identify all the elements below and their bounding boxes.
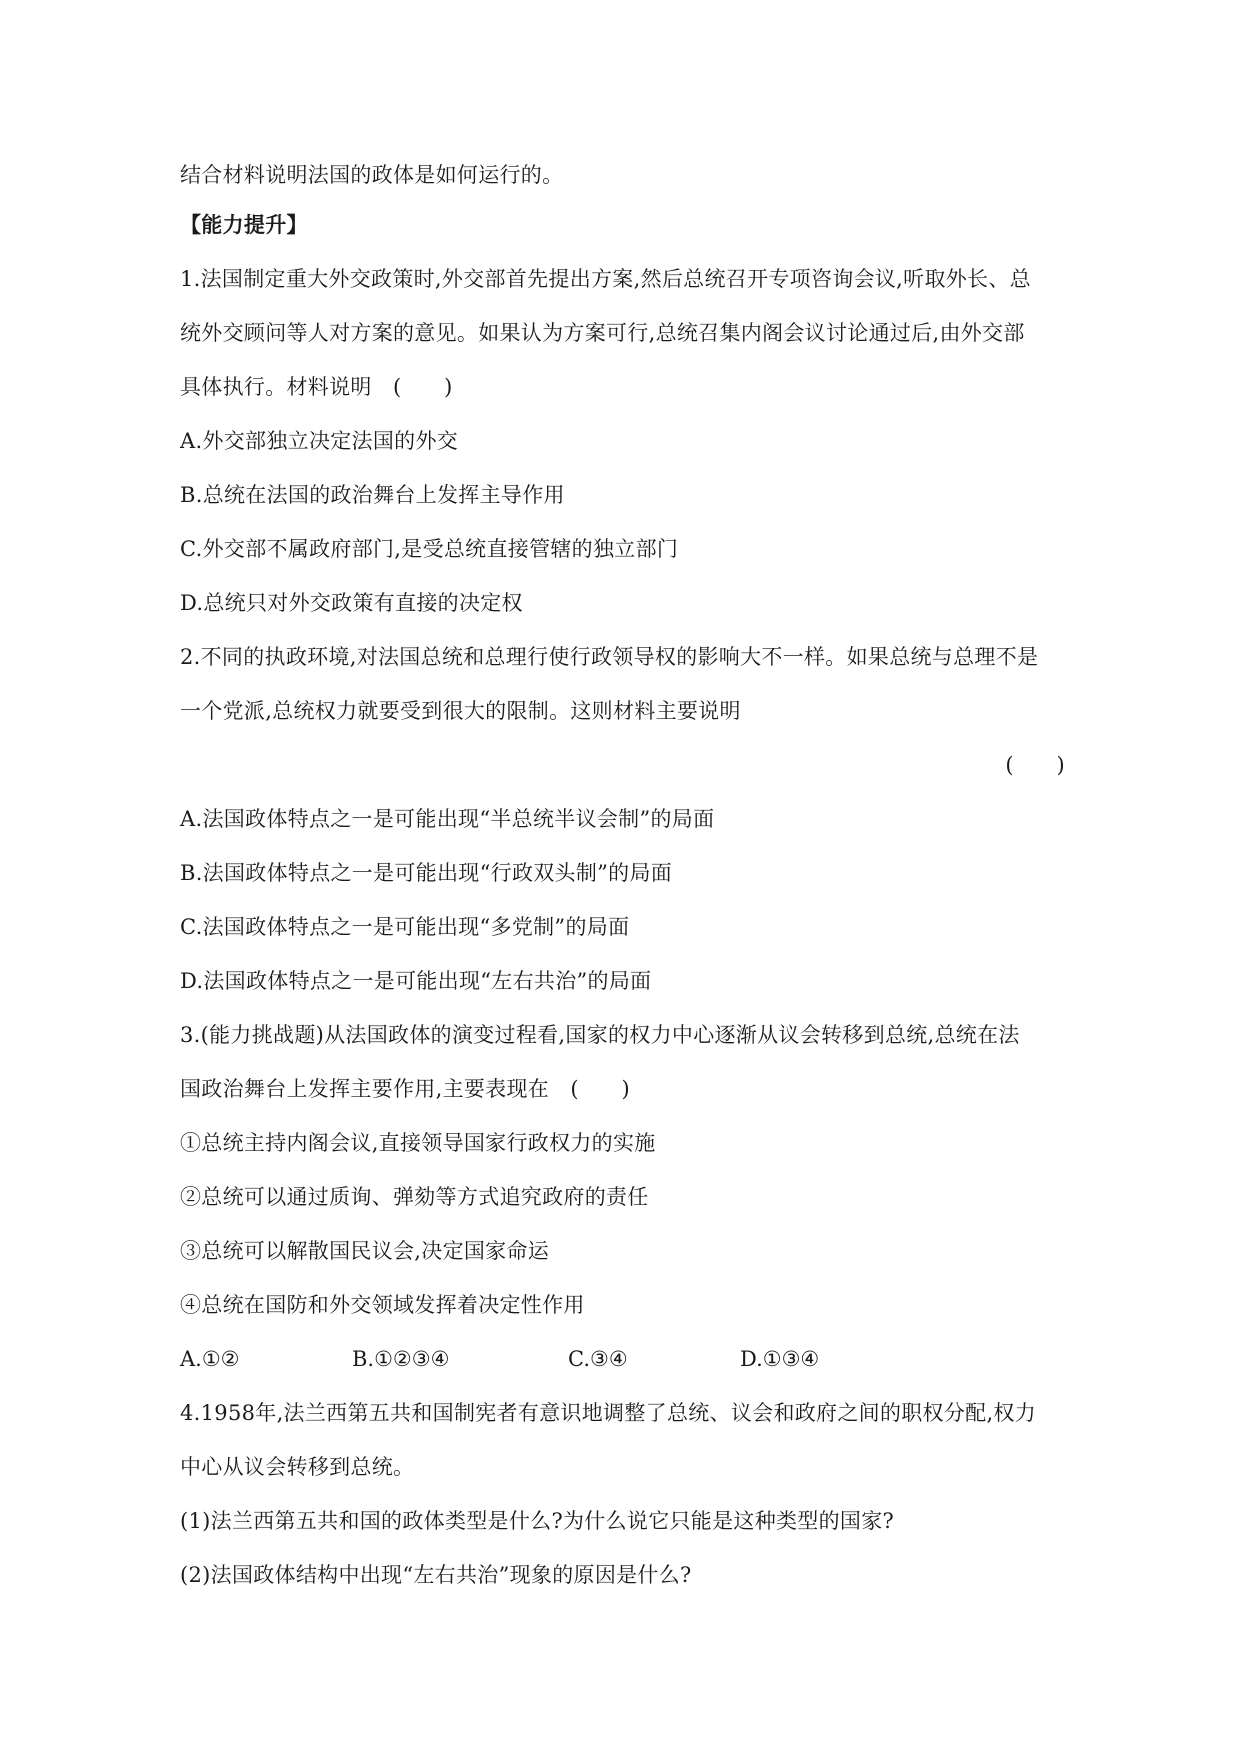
option-b: B.法国政体特点之一是可能出现“行政双头制”的局面 [180, 861, 673, 885]
question-stem-line: 4.1958年,法兰西第五共和国制宪者有意识地调整了总统、议会和政府之间的职权分配,权力 [180, 1401, 1037, 1425]
question-stem-line: 1.法国制定重大外交政策时,外交部首先提出方案,然后总统召开专项咨询会议,听取外长、总 [180, 267, 1031, 291]
sub-question-1: (1)法兰西第五共和国的政体类型是什么?为什么说它只能是这种类型的国家? [180, 1509, 895, 1533]
option-d: D.①③④ [740, 1347, 820, 1371]
statement-2: ②总统可以通过质询、弹劾等方式追究政府的责任 [180, 1185, 649, 1209]
question-stem-line: 2.不同的执政环境,对法国总统和总理行使行政领导权的影响大不一样。如果总统与总理不是 [180, 645, 1039, 669]
option-d: D.总统只对外交政策有直接的决定权 [180, 591, 523, 615]
question-stem-line: 具体执行。材料说明 ( ) [180, 375, 453, 399]
option-a: A.①② [180, 1347, 240, 1371]
option-a: A.外交部独立决定法国的外交 [180, 429, 459, 453]
statement-3: ③总统可以解散国民议会,决定国家命运 [180, 1239, 550, 1263]
option-c: C.法国政体特点之一是可能出现“多党制”的局面 [180, 915, 630, 939]
question-stem-line: 3.(能力挑战题)从法国政体的演变过程看,国家的权力中心逐渐从议会转移到总统,总统在法 [180, 1023, 1020, 1047]
option-c: C.外交部不属政府部门,是受总统直接管辖的独立部门 [180, 537, 679, 561]
section-title: 【能力提升】 [180, 213, 308, 237]
option-b: B.①②③④ [352, 1347, 450, 1371]
statement-1: ①总统主持内阁会议,直接领导国家行政权力的实施 [180, 1131, 656, 1155]
sub-question-2: (2)法国政体结构中出现“左右共治”现象的原因是什么? [180, 1563, 692, 1587]
question-stem-line: 一个党派,总统权力就要受到很大的限制。这则材料主要说明 [180, 699, 741, 723]
option-d: D.法国政体特点之一是可能出现“左右共治”的局面 [180, 969, 652, 993]
question-stem-line: 中心从议会转移到总统。 [180, 1455, 415, 1479]
option-c: C.③④ [568, 1347, 628, 1371]
answer-bracket: ( ) [1005, 753, 1065, 777]
statement-4: ④总统在国防和外交领域发挥着决定性作用 [180, 1293, 585, 1317]
intro-text: 结合材料说明法国的政体是如何运行的。 [180, 163, 564, 187]
question-stem-line: 国政治舞台上发挥主要作用,主要表现在 ( ) [180, 1077, 630, 1101]
option-a: A.法国政体特点之一是可能出现“半总统半议会制”的局面 [180, 807, 715, 831]
question-stem-line: 统外交顾问等人对方案的意见。如果认为方案可行,总统召集内阁会议讨论通过后,由外交部 [180, 321, 1025, 345]
option-b: B.总统在法国的政治舞台上发挥主导作用 [180, 483, 565, 507]
